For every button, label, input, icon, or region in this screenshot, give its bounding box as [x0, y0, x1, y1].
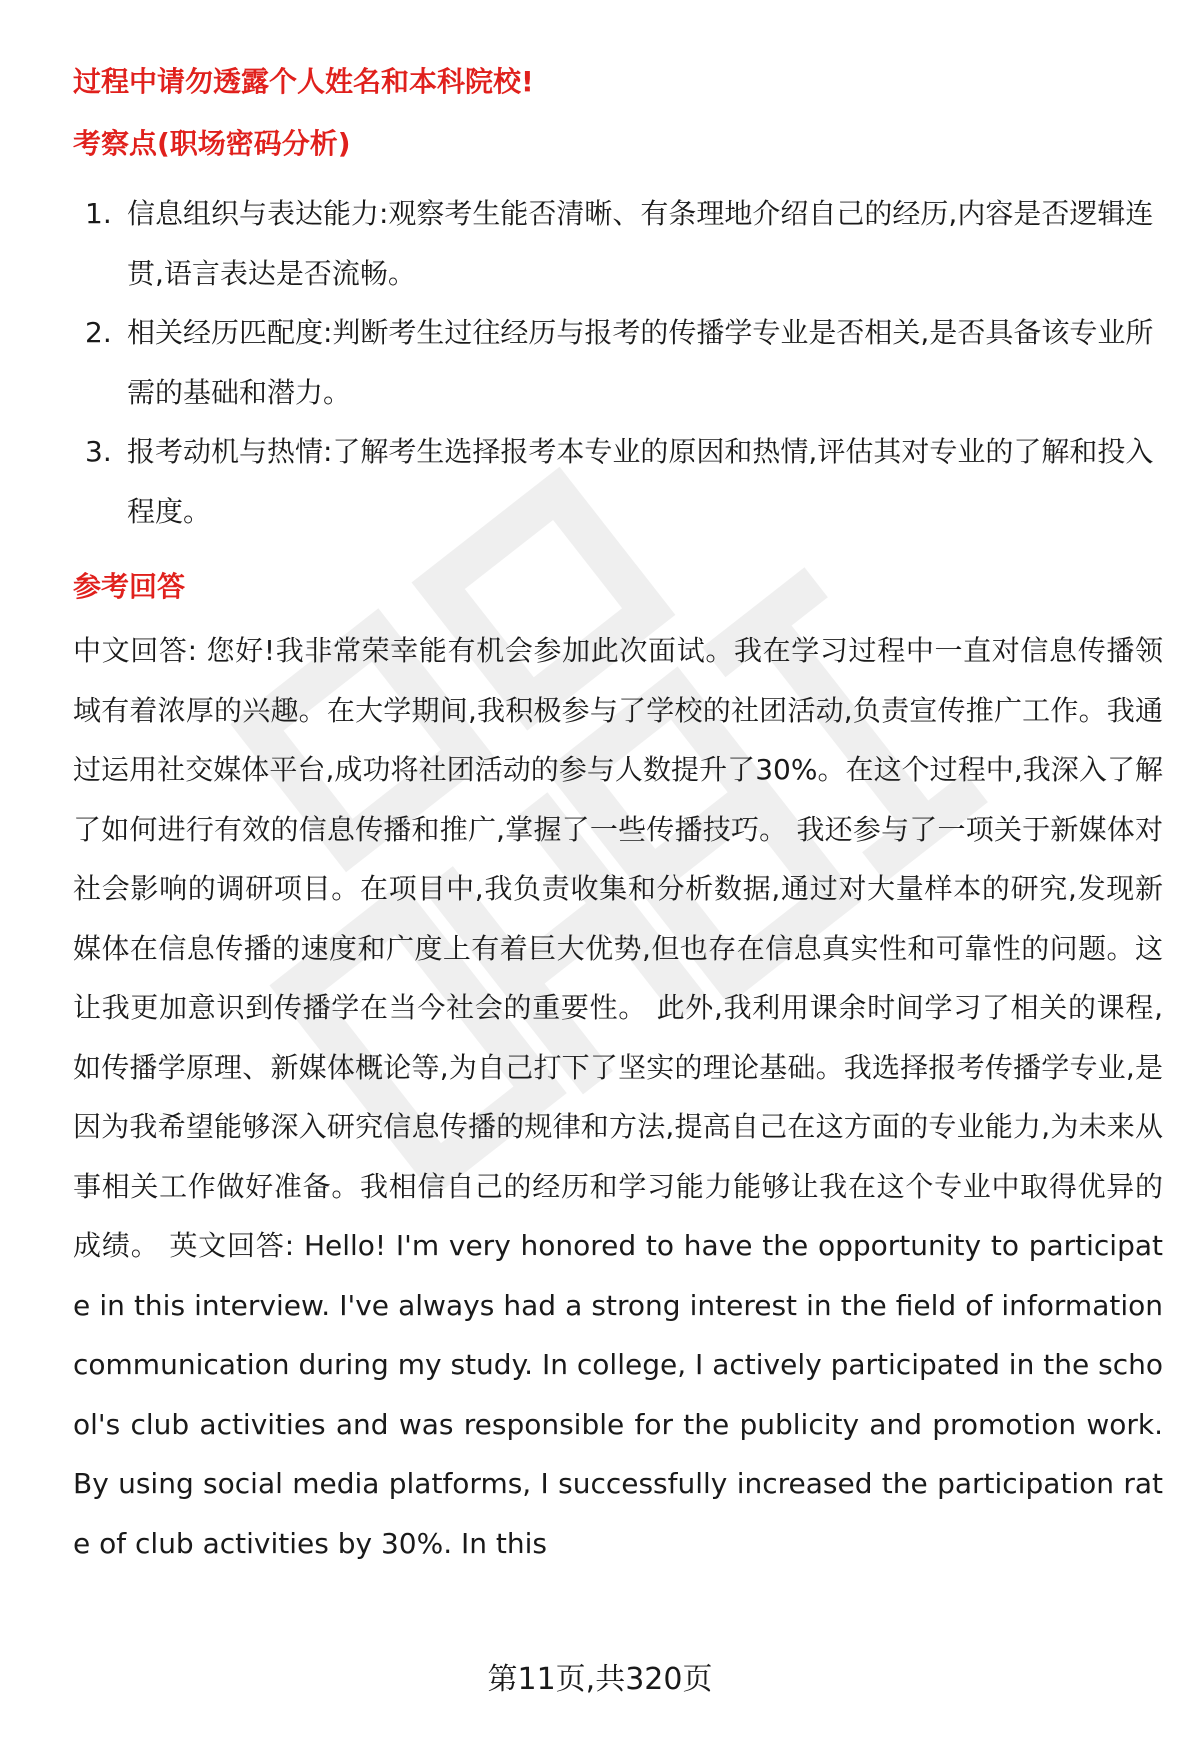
- list-item: [73, 422, 1163, 541]
- assessment-points-heading: 考察点(职场密码分析): [73, 127, 351, 160]
- privacy-warning: 过程中请勿透露个人姓名和本科院校!: [73, 65, 534, 98]
- list-item-number: 3.: [85, 435, 112, 468]
- list-item-text: 相关经历匹配度:判断考生过往经历与报考的传播学专业是否相关,是否具备该专业所需的基础和潜力。: [127, 316, 1154, 409]
- list-item: [73, 184, 1163, 303]
- list-item-number: 2.: [85, 316, 112, 349]
- page-content: [73, 52, 1163, 1573]
- reference-answer-text: 中文回答: 您好!我非常荣幸能有机会参加此次面试。我在学习过程中一直对信息传播领域有着浓厚的兴趣。在大学期间,我积极参与了学校的社团活动,负责宣传推广工作。我通过运用社交媒体平台,成功将社团活动的参与人数提升了30%。在这个过程中,我深入了解了如何进行有效的信息传播和推广,掌握了一些传播技巧。 我还参与了一项关于新媒体对社会影响的调研项目。在项目中,我负责收集和分析数据,通过对大量样本的研究,发现新媒体在信息传播的速度和广度上有着巨大优势,但也存在信息真实性和可靠性的问题。这让我更加意识到传播学在当今社会的重要性。 此外,我利用课余时间学习了相关的课程,如传播学原理、新媒体概论等,为自己打下了坚实的理论基础。我选择报考传播学专业,是因为我希望能够深入研究信息传播的规律和方法,提高自己在这方面的专业能力,为未来从事相关工作做好准备。我相信自己的经历和学习能力能够让我在这个专业中取得优异的成绩。 英文回答: Hello! I'm very honored to have the opportunity to participate in this interview. I've always had a strong interest in the field of information communication during my study. In college, I actively participated in the school's club activities and was responsible for the publicity and promotion work. By using social media platforms, I successfully increased the participation rate of club activities by 30%. In this: [73, 634, 1163, 1560]
- reference-answer-heading: 参考回答: [73, 570, 186, 603]
- list-item: [73, 303, 1163, 422]
- assessment-points-list: [73, 184, 1163, 541]
- page-number-footer: 第11页,共320页: [487, 1662, 713, 1697]
- list-item-number: 1.: [85, 197, 112, 230]
- list-item-text: 报考动机与热情:了解考生选择报考本专业的原因和热情,评估其对专业的了解和投入程度。: [127, 435, 1154, 528]
- list-item-text: 信息组织与表达能力:观察考生能否清晰、有条理地介绍自己的经历,内容是否逻辑连贯,语言表达是否流畅。: [127, 197, 1154, 290]
